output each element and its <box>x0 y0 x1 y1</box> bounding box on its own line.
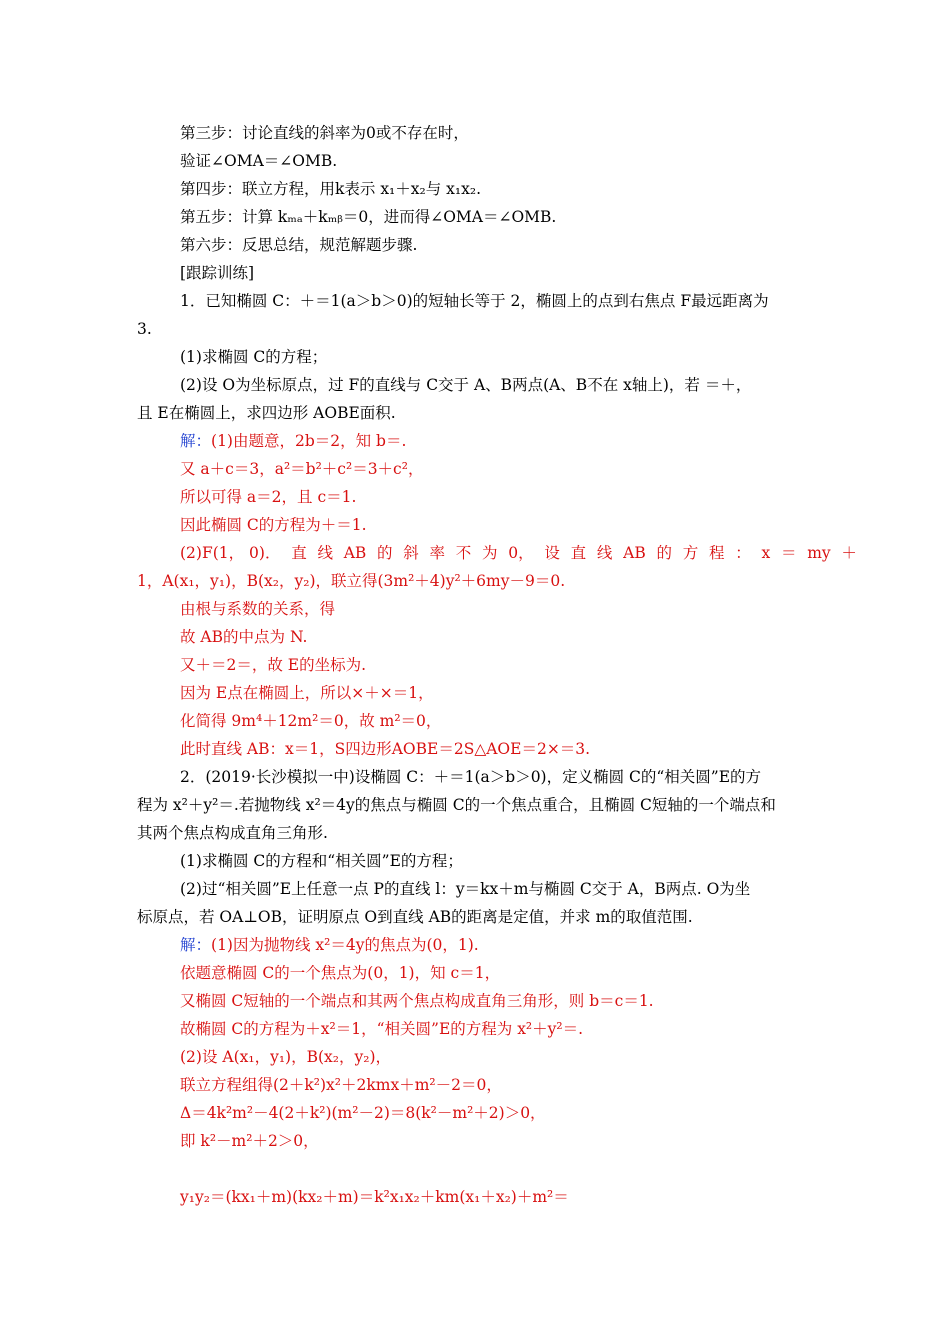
q1-sol2-word: x <box>761 544 771 562</box>
step-3: 第三步：讨论直线的斜率为0或不存在时， <box>180 124 469 142</box>
q1-sol2-line4: 故 AB的中点为 N. <box>180 628 308 646</box>
q1-sol2-word: 不 <box>455 544 472 562</box>
q2-stem-line3: 其两个焦点构成直角三角形. <box>137 824 328 842</box>
q1-sol2-word: 的 <box>377 544 393 562</box>
q2-sol-line2: 依题意椭圆 C的一个焦点为(0，1)，知 c＝1， <box>180 964 501 982</box>
q2-part2-line1: (2)过“相关圆”E上任意一点 P的直线 l：y＝kx＋m与椭圆 C交于 A，B两点. O为坐 <box>180 880 751 898</box>
q1-sol2-word: 线 <box>596 544 613 562</box>
q2-sol-text: (1)因为抛物线 x²＝4y的焦点为(0，1). <box>211 936 479 954</box>
q1-part1: (1)求椭圆 C的方程； <box>180 348 328 366</box>
step-4: 第四步：联立方程，用k表示 x₁＋x₂与 x₁x₂. <box>180 180 481 198</box>
q1-sol2-word: 线 <box>317 544 333 562</box>
q1-stem-line2: 3. <box>137 320 152 338</box>
q2-sol-line5: (2)设 A(x₁，y₁)，B(x₂，y₂)， <box>180 1048 392 1066</box>
q1-sol2-word: my <box>807 544 831 562</box>
q2-sol-line4: 故椭圆 C的方程为＋x²＝1，“相关圆”E的方程为 x²＋y²＝. <box>180 1020 584 1038</box>
solution-label: 解： <box>180 936 212 954</box>
q1-part2-line2: 且 E在椭圆上，求四边形 AOBE面积. <box>137 404 396 422</box>
q1-sol2-word: 为 <box>482 544 498 562</box>
q1-sol2-line5: 又＋＝2＝，故 E的坐标为. <box>180 656 367 674</box>
step-6: 第六步：反思总结，规范解题步骤. <box>180 236 418 254</box>
q1-sol-line2: 又 a＋c＝3，a²＝b²＋c²＝3＋c²， <box>180 460 424 478</box>
q1-sol2-line2: 1，A(x₁，y₁)，B(x₂，y₂)，联立得(3m²＋4)y²＋6my－9＝0. <box>137 572 566 590</box>
q1-sol2-word: ＝ <box>780 544 797 562</box>
q1-sol2-line6: 因为 E点在椭圆上，所以×＋×＝1， <box>180 684 434 702</box>
q2-sol-line9: y₁y₂＝(kx₁＋m)(kx₂＋m)＝k²x₁x₂＋km(x₁＋x₂)＋m²＝ <box>180 1188 569 1206</box>
q1-sol2-word: ＋ <box>841 544 857 562</box>
q1-sol2-word: AB <box>623 544 646 562</box>
q1-sol2-word: 率 <box>429 544 446 562</box>
q1-sol2-word: 直 <box>570 544 587 562</box>
section-title: [跟踪训练] <box>180 264 255 282</box>
q1-sol2-word: 的 <box>656 544 672 562</box>
q2-sol-line8: 即 k²－m²＋2＞0， <box>180 1132 319 1150</box>
q2-part1: (1)求椭圆 C的方程和“相关圆”E的方程； <box>180 852 463 870</box>
step-5: 第五步：计算 kₘₐ＋kₘᵦ＝0，进而得∠OMA＝∠OMB. <box>180 208 557 226</box>
q1-part2-line1: (2)设 O为坐标原点，过 F的直线与 C交于 A、B两点(A、B不在 x轴上)，若 ＝＋， <box>180 376 752 394</box>
q1-stem-line1: 1．已知椭圆 C：＋＝1(a＞b＞0)的短轴长等于 2，椭圆上的点到右焦点 F最远距离为 <box>180 292 769 310</box>
q1-sol2-word: 斜 <box>403 544 419 562</box>
q1-sol2-line1 <box>180 543 857 563</box>
q2-sol-line6: 联立方程组得(2＋k²)x²＋2kmx＋m²－2＝0， <box>180 1076 502 1094</box>
q1-sol2-word: 程 <box>708 544 725 562</box>
q2-sol-line7: Δ＝4k²m²－4(2＋k²)(m²－2)＝8(k²－m²＋2)＞0， <box>180 1104 546 1122</box>
q1-sol2-word: AB <box>343 544 367 562</box>
q1-sol2-word: ： <box>735 544 751 562</box>
q1-sol2-word: (2)F(1， 0)． <box>180 544 281 562</box>
q1-sol-line4: 因此椭圆 C的方程为＋＝1. <box>180 516 367 534</box>
q1-sol-text: (1)由题意，2b＝2，知 b＝. <box>211 432 407 450</box>
q1-sol2-line7: 化简得 9m⁴＋12m²＝0，故 m²＝0， <box>180 712 442 730</box>
q2-stem-line2: 程为 x²＋y²＝.若抛物线 x²＝4y的焦点与椭圆 C的一个焦点重合，且椭圆 C短轴的一个端点和 <box>137 796 776 814</box>
q1-sol2-word: 直 <box>291 544 307 562</box>
q2-part2-line2: 标原点，若 OA⊥OB，证明原点 O到直线 AB的距离是定值，并求 m的取值范围. <box>137 908 693 926</box>
q1-sol2-word: 0， <box>508 544 534 562</box>
q1-sol2-word: 方 <box>682 544 699 562</box>
step-3-verify: 验证∠OMA＝∠OMB. <box>180 152 338 170</box>
q1-solution-line1 <box>180 431 406 451</box>
solution-label: 解： <box>180 432 212 450</box>
q2-sol-line3: 又椭圆 C短轴的一个端点和其两个焦点构成直角三角形，则 b＝c＝1. <box>180 992 654 1010</box>
q1-sol-line3: 所以可得 a＝2，且 c＝1. <box>180 488 357 506</box>
q1-sol2-line8: 此时直线 AB：x＝1，S四边形AOBE＝2S△AOE＝2×＝3. <box>180 740 591 758</box>
q2-solution-line1 <box>180 935 479 955</box>
q1-sol2-word: 设 <box>544 544 560 562</box>
q1-sol2-line3: 由根与系数的关系，得 <box>180 600 336 618</box>
q2-stem-line1: 2．(2019·长沙模拟一中)设椭圆 C：＋＝1(a＞b＞0)，定义椭圆 C的“相关圆”E的方 <box>180 768 762 786</box>
